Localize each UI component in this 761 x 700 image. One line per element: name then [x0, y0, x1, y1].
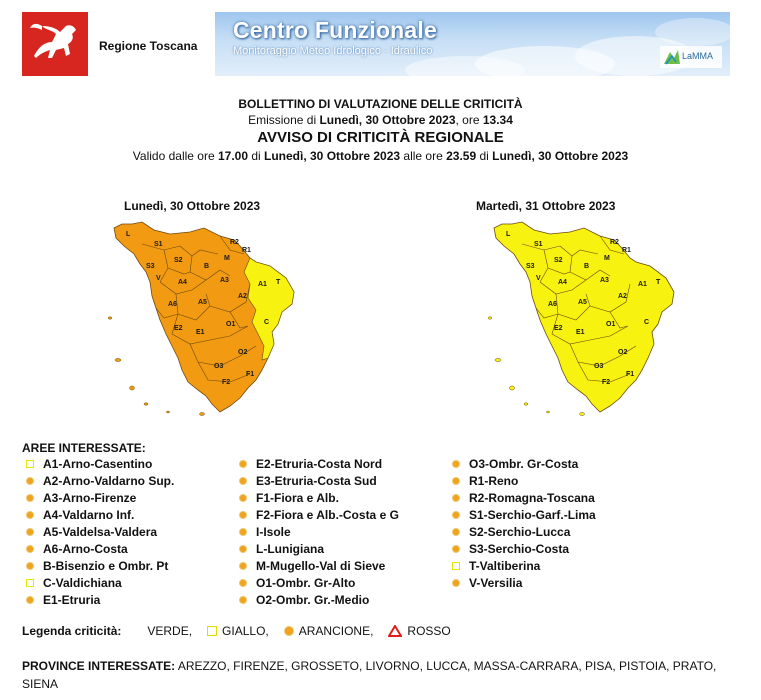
- zone-label: O1: [226, 321, 236, 328]
- island-shape: [547, 411, 550, 413]
- legend-item-giallo: [202, 624, 269, 638]
- orange-circle-icon: [239, 460, 247, 468]
- zone-label: R2: [230, 239, 239, 246]
- area-label: L-Lunigiana: [256, 541, 324, 556]
- orange-circle-icon: [284, 626, 294, 636]
- yellow-square-icon: [26, 579, 34, 587]
- orange-circle-icon: [452, 494, 460, 502]
- provinces-section: [22, 657, 722, 693]
- zone-label: S1: [154, 241, 163, 248]
- emission-separator: , ore: [455, 113, 483, 127]
- area-label: O2-Ombr. Gr.-Medio: [256, 592, 370, 607]
- zone-label: V: [536, 275, 541, 282]
- zone-label: M: [224, 255, 230, 262]
- area-label: A2-Arno-Valdarno Sup.: [43, 474, 175, 489]
- island-shape: [580, 413, 585, 416]
- zone-label: A4: [178, 279, 187, 286]
- map-title-day1: Lunedì, 30 Ottobre 2023: [124, 199, 261, 213]
- zone-label: O2: [618, 349, 628, 356]
- valid-from-time: 17.00: [217, 149, 248, 163]
- valid-connector-3: di: [476, 149, 493, 163]
- orange-circle-icon: [26, 511, 34, 519]
- area-item: [26, 490, 174, 507]
- area-item: [26, 557, 174, 574]
- yellow-square-icon: [452, 562, 460, 570]
- orange-circle-icon: [26, 528, 34, 536]
- legend-label-rosso: ROSSO: [407, 624, 451, 638]
- orange-circle-icon: [452, 579, 460, 587]
- area-label: S1-Serchio-Garf.-Lima: [469, 508, 596, 523]
- area-item: [26, 473, 174, 490]
- emission-line: [0, 113, 761, 127]
- zone-label: A3: [220, 277, 229, 284]
- area-item: [239, 591, 399, 608]
- zone-label: O1: [606, 321, 616, 328]
- orange-circle-icon: [239, 511, 247, 519]
- zone-label: B: [204, 263, 210, 270]
- orange-circle-icon: [239, 545, 247, 553]
- area-item: [452, 507, 596, 524]
- zone-label: F1: [626, 371, 635, 378]
- orange-circle-icon: [452, 511, 460, 519]
- zone-label: E2: [174, 325, 183, 332]
- lamma-logo: [660, 46, 722, 68]
- zone-label: A5: [578, 299, 587, 306]
- area-item: [239, 540, 399, 557]
- area-item: [239, 456, 399, 473]
- alert-title: AVVISO DI CRITICITÀ REGIONALE: [257, 129, 504, 146]
- emission-date: Lunedì, 30 Ottobre 2023: [319, 113, 456, 127]
- emission-prefix: Emissione di: [248, 113, 320, 127]
- area-label: A4-Valdarno Inf.: [43, 508, 135, 523]
- area-item: [26, 591, 174, 608]
- zone-label: F2: [602, 379, 611, 386]
- area-label: M-Mugello-Val di Sieve: [256, 558, 386, 573]
- island-shape: [130, 386, 135, 390]
- area-label: A3-Arno-Firenze: [43, 491, 137, 506]
- orange-circle-icon: [239, 477, 247, 485]
- zone-label: R2: [610, 239, 619, 246]
- legend-label-arancione: ARANCIONE,: [298, 624, 374, 638]
- valid-connector-2: alle ore: [400, 149, 447, 163]
- legend-label: Legenda criticità:: [22, 624, 122, 638]
- area-label: A1-Arno-Casentino: [43, 457, 153, 472]
- bulletin-title: BOLLETTINO DI VALUTAZIONE DELLE CRITICITÀ: [238, 97, 523, 111]
- area-item: [239, 557, 399, 574]
- legend-item-rosso: [383, 624, 450, 638]
- zone-label: A5: [198, 299, 207, 306]
- lamma-logo-text: LaMMA: [682, 51, 714, 61]
- area-label: F2-Fiora e Alb.-Costa e G: [256, 508, 399, 523]
- orange-circle-icon: [452, 460, 460, 468]
- zone-label: E1: [576, 329, 585, 336]
- areas-column-3: [452, 456, 596, 591]
- island-shape: [167, 411, 170, 413]
- zone-label: A2: [618, 293, 627, 300]
- zone-label: S2: [174, 257, 183, 264]
- island-shape: [115, 359, 121, 362]
- island-shape: [144, 403, 148, 405]
- area-item: [452, 540, 596, 557]
- island-shape: [524, 403, 528, 405]
- zone-label: R1: [242, 247, 251, 254]
- valid-prefix: Valido dalle ore: [132, 149, 218, 163]
- zone-label: V: [156, 275, 161, 282]
- zone-label: O2: [238, 349, 248, 356]
- area-item: [452, 473, 596, 490]
- zone-label: A1: [258, 281, 267, 288]
- area-item: [239, 473, 399, 490]
- area-label: F1-Fiora e Alb.: [256, 491, 339, 506]
- orange-circle-icon: [26, 596, 34, 604]
- areas-column-2: [239, 456, 399, 608]
- area-label: R1-Reno: [469, 474, 519, 489]
- area-item: [452, 524, 596, 541]
- zone-label: S1: [534, 241, 543, 248]
- zone-label: T: [276, 279, 281, 286]
- area-label: I-Isole: [256, 525, 291, 539]
- banner-subtitle: Monitoraggio Meteo Idrologico - Idraulico: [233, 45, 433, 57]
- zone-label: A6: [548, 301, 557, 308]
- area-item: [239, 574, 399, 591]
- area-label: R2-Romagna-Toscana: [469, 491, 595, 506]
- area-item: [26, 540, 174, 557]
- orange-circle-icon: [452, 477, 460, 485]
- area-label: B-Bisenzio e Ombr. Pt: [43, 558, 169, 573]
- orange-circle-icon: [452, 545, 460, 553]
- map-title-day2: Martedì, 31 Ottobre 2023: [476, 199, 616, 213]
- validity-line: [0, 149, 761, 163]
- legend-item-verde: [147, 624, 192, 638]
- zone-label: T: [656, 279, 661, 286]
- area-label: A6-Arno-Costa: [43, 541, 128, 556]
- orange-circle-icon: [239, 528, 247, 536]
- emission-time: 13.34: [482, 113, 513, 127]
- criticality-map-day1: [80, 210, 300, 420]
- area-label: O3-Ombr. Gr-Costa: [469, 457, 579, 472]
- area-label: S2-Serchio-Lucca: [469, 525, 571, 539]
- area-label: V-Versilia: [469, 575, 523, 590]
- area-item: [239, 507, 399, 524]
- zone-label: F2: [222, 379, 231, 386]
- area-item: [26, 456, 174, 473]
- orange-circle-icon: [452, 528, 460, 536]
- island-shape: [495, 359, 501, 362]
- zone-label: L: [506, 231, 511, 238]
- zone-label: O3: [594, 363, 604, 370]
- orange-circle-icon: [239, 596, 247, 604]
- island-shape: [108, 317, 112, 319]
- region-name: Regione Toscana: [99, 39, 198, 53]
- zone-label: A2: [238, 293, 247, 300]
- area-item: [452, 456, 596, 473]
- orange-circle-icon: [26, 545, 34, 553]
- yellow-square-icon: [26, 460, 34, 468]
- zone-label: A4: [558, 279, 567, 286]
- orange-circle-icon: [239, 562, 247, 570]
- zone-label: A1: [638, 281, 647, 288]
- yellow-square-icon: [207, 626, 217, 636]
- valid-connector-1: di: [248, 149, 265, 163]
- zone-label: S3: [526, 263, 535, 270]
- provinces-label: PROVINCE INTERESSATE:: [22, 659, 176, 673]
- area-label: S3-Serchio-Costa: [469, 541, 570, 556]
- zone-label: B: [584, 263, 590, 270]
- regione-toscana-logo: [22, 12, 88, 76]
- island-shape: [200, 413, 205, 416]
- legend-item-arancione: [279, 624, 374, 638]
- areas-column-1: [26, 456, 174, 608]
- legend-label-verde: VERDE,: [147, 624, 193, 638]
- area-item: [26, 507, 174, 524]
- orange-circle-icon: [26, 494, 34, 502]
- provinces-list: AREZZO, FIRENZE, GROSSETO, LIVORNO, LUCCA, MASSA-CARRARA, PISA, PISTOIA, PRATO, SIENA: [22, 659, 717, 691]
- areas-heading: AREE INTERESSATE:: [22, 441, 146, 455]
- pegasus-icon: [22, 12, 88, 76]
- area-label: O1-Ombr. Gr-Alto: [256, 575, 356, 590]
- area-label: E3-Etruria-Costa Sud: [256, 474, 377, 489]
- orange-circle-icon: [26, 477, 34, 485]
- zone-label: R1: [622, 247, 631, 254]
- island-shape: [488, 317, 492, 319]
- area-item: [26, 524, 174, 541]
- orange-circle-icon: [239, 494, 247, 502]
- centro-funzionale-banner: [215, 12, 730, 76]
- tuscany-region-shape: [494, 222, 674, 412]
- area-item: [452, 574, 596, 591]
- area-item: [452, 490, 596, 507]
- valid-to-time: 23.59: [446, 149, 477, 163]
- area-label: A5-Valdelsa-Valdera: [43, 525, 158, 539]
- island-shape: [510, 386, 515, 390]
- area-label: C-Valdichiana: [43, 575, 122, 590]
- zone-label: F1: [246, 371, 255, 378]
- orange-circle-icon: [26, 562, 34, 570]
- orange-circle-icon: [239, 579, 247, 587]
- zone-label: O3: [214, 363, 224, 370]
- zone-label: E2: [554, 325, 563, 332]
- area-item: [452, 557, 596, 574]
- zone-label: C: [644, 319, 650, 326]
- zone-label: S2: [554, 257, 563, 264]
- zone-label: S3: [146, 263, 155, 270]
- area-item: [239, 490, 399, 507]
- area-label: T-Valtiberina: [469, 558, 541, 573]
- criticality-map-day2: [460, 210, 680, 420]
- zone-label: E1: [196, 329, 205, 336]
- zone-label: C: [264, 319, 270, 326]
- red-triangle-icon: [388, 625, 402, 637]
- legend-label-giallo: GIALLO,: [222, 624, 269, 638]
- area-label: E2-Etruria-Costa Nord: [256, 457, 383, 472]
- legend: [22, 624, 461, 638]
- valid-to-date: Lunedì, 30 Ottobre 2023: [492, 149, 629, 163]
- zone-label: A3: [600, 277, 609, 284]
- area-item: [26, 574, 174, 591]
- area-item: [239, 524, 399, 541]
- zone-label: L: [126, 231, 131, 238]
- zone-label: M: [604, 255, 610, 262]
- valid-from-date: Lunedì, 30 Ottobre 2023: [264, 149, 401, 163]
- banner-title: Centro Funzionale: [233, 17, 438, 43]
- area-label: E1-Etruria: [43, 592, 101, 607]
- zone-label: A6: [168, 301, 177, 308]
